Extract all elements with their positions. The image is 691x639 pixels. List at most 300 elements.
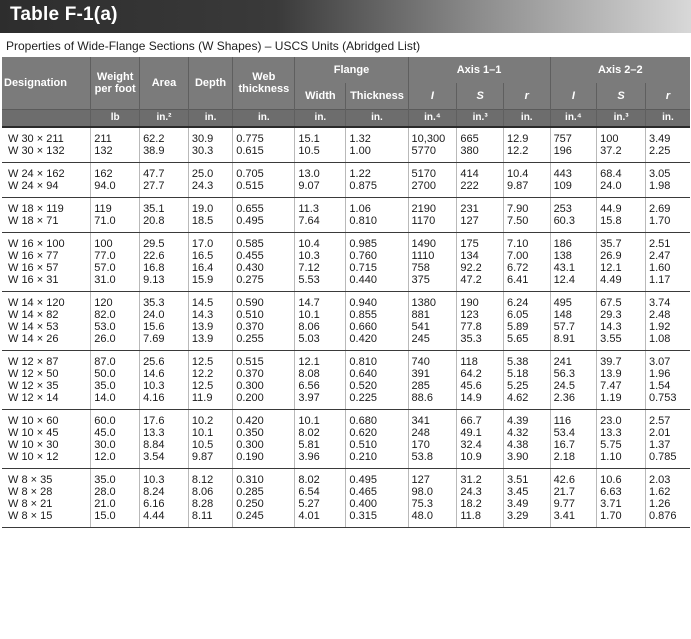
- cell-axis2-S: 10.6: [597, 469, 646, 487]
- table-row: [2, 274, 690, 292]
- cell-flange-thickness: 0.640: [346, 368, 408, 380]
- header-flange-thickness: Thickness: [346, 83, 408, 110]
- cell-axis2-I: 3.41: [550, 510, 597, 528]
- cell-axis1-S: 11.8: [457, 510, 504, 528]
- cell-area: 13.3: [140, 427, 189, 439]
- cell-area: 6.16: [140, 498, 189, 510]
- cell-axis1-r: 3.45: [503, 486, 550, 498]
- cell-flange-thickness: 0.810: [346, 215, 408, 233]
- cell-axis2-r: 1.37: [648, 439, 671, 451]
- cell-axis2-I: 253: [550, 198, 597, 216]
- title-bar: [0, 0, 691, 33]
- table-row: [2, 262, 690, 274]
- header-axis2-S: S: [597, 83, 646, 110]
- header-axis1-S: S: [457, 83, 504, 110]
- cell-axis1-S: 92.2: [457, 262, 504, 274]
- cell-designation: W 10 × 45: [2, 427, 91, 439]
- cell-weight: 14.0: [91, 392, 140, 410]
- cell-web-thickness: 0.775: [233, 127, 295, 145]
- cell-axis2-r: 2.03: [648, 474, 671, 486]
- cell-area: 3.54: [140, 451, 189, 469]
- cell-weight: 45.0: [91, 427, 140, 439]
- cell-flange-thickness: 0.875: [346, 180, 408, 198]
- cell-depth: 30.3: [188, 145, 232, 163]
- header-flange: Flange: [295, 57, 408, 83]
- cell-web-thickness: 0.455: [233, 250, 295, 262]
- cell-flange-thickness: 1.06: [346, 198, 408, 216]
- table-row: [2, 486, 690, 498]
- cell-axis1-I: 2700: [408, 180, 457, 198]
- cell-designation: W 12 × 35: [2, 380, 91, 392]
- table-row: [2, 427, 690, 439]
- cell-axis2-S: 12.1: [597, 262, 646, 274]
- cell-axis1-S: 118: [457, 351, 504, 369]
- cell-depth: 8.06: [188, 486, 232, 498]
- cell-flange-width: 8.08: [295, 368, 346, 380]
- cell-axis2-I: 24.5: [550, 380, 597, 392]
- cell-axis2-I: 443: [550, 163, 597, 181]
- cell-axis1-S: 414: [457, 163, 504, 181]
- unit-I1: in.⁴: [408, 110, 457, 128]
- header-web-thickness: Web thickness: [233, 57, 295, 110]
- cell-axis2-r: 1.17: [645, 274, 690, 292]
- cell-designation: W 24 × 94: [2, 180, 91, 198]
- cell-axis2-S: 4.49: [597, 274, 646, 292]
- cell-depth: 19.0: [188, 198, 232, 216]
- cell-depth: 12.5: [188, 351, 232, 369]
- cell-axis1-S: 49.1: [457, 427, 504, 439]
- cell-axis2-r: 1.62: [648, 486, 671, 498]
- cell-depth: 11.9: [188, 392, 232, 410]
- cell-weight: 15.0: [91, 510, 140, 528]
- cell-axis2-I: 12.4: [550, 274, 597, 292]
- cell-web-thickness: 0.655: [233, 198, 295, 216]
- cell-web-thickness: 0.285: [233, 486, 295, 498]
- table-row: [2, 145, 690, 163]
- cell-axis1-S: 64.2: [457, 368, 504, 380]
- cell-area: 25.6: [140, 351, 189, 369]
- cell-axis1-r: 12.2: [503, 145, 550, 163]
- cell-area: 47.7: [140, 163, 189, 181]
- cell-axis2-S: 13.3: [597, 427, 646, 439]
- cell-axis1-I: 5170: [408, 163, 457, 181]
- cell-web-thickness: 0.350: [233, 427, 295, 439]
- unit-width: in.: [295, 110, 346, 128]
- cell-weight: 77.0: [91, 250, 140, 262]
- unit-r2: in.: [645, 110, 690, 128]
- cell-axis2-r: 2.48: [648, 309, 671, 321]
- table-row: [2, 321, 690, 333]
- cell-axis2-r: 3.05: [648, 168, 671, 180]
- cell-axis1-S: 35.3: [457, 333, 504, 351]
- cell-depth: 24.3: [188, 180, 232, 198]
- cell-axis2-S: 1.19: [597, 392, 646, 410]
- table-row: [2, 292, 690, 310]
- cell-designation: W 8 × 15: [2, 510, 91, 528]
- cell-flange-thickness: 0.465: [346, 486, 408, 498]
- cell-area: 8.84: [140, 439, 189, 451]
- cell-web-thickness: 0.190: [233, 451, 295, 469]
- cell-designation: W 16 × 57: [2, 262, 91, 274]
- cell-axis2-r: 2.01: [648, 427, 671, 439]
- cell-designation: W 10 × 30: [2, 439, 91, 451]
- cell-weight: 57.0: [91, 262, 140, 274]
- cell-area: 4.44: [140, 510, 189, 528]
- cell-web-thickness: 0.370: [233, 368, 295, 380]
- cell-depth: 25.0: [188, 163, 232, 181]
- cell-axis2-S: 15.8: [597, 215, 646, 233]
- cell-depth: 13.9: [188, 321, 232, 333]
- cell-axis1-r: 5.38: [503, 351, 550, 369]
- cell-flange-thickness: 0.440: [346, 274, 408, 292]
- cell-axis2-r: 2.51: [648, 238, 671, 250]
- cell-axis1-S: 231: [457, 198, 504, 216]
- cell-area: 20.8: [140, 215, 189, 233]
- cell-axis2-r: 2.47: [648, 250, 671, 262]
- table-body: [2, 127, 690, 528]
- cell-flange-width: 8.06: [295, 321, 346, 333]
- cell-flange-width: 3.96: [295, 451, 346, 469]
- cell-axis2-r: 1.92: [648, 321, 671, 333]
- cell-axis2-S: 1.70: [597, 510, 646, 528]
- cell-axis2-S: 14.3: [597, 321, 646, 333]
- unit-S1: in.³: [457, 110, 504, 128]
- cell-area: 9.13: [140, 274, 189, 292]
- cell-axis1-r: 4.32: [503, 427, 550, 439]
- table-row: [2, 333, 690, 351]
- cell-area: 35.3: [140, 292, 189, 310]
- cell-flange-thickness: 0.510: [346, 439, 408, 451]
- cell-axis1-r: 9.87: [503, 180, 550, 198]
- cell-axis2-I: 16.7: [550, 439, 597, 451]
- cell-weight: 35.0: [91, 469, 140, 487]
- cell-axis2-S: 23.0: [597, 410, 646, 428]
- cell-flange-width: 4.01: [295, 510, 346, 528]
- cell-axis1-r: 4.62: [503, 392, 550, 410]
- cell-depth: 12.2: [188, 368, 232, 380]
- cell-axis1-I: 375: [408, 274, 457, 292]
- cell-axis2-S: 5.75: [597, 439, 646, 451]
- cell-axis2-I: 21.7: [550, 486, 597, 498]
- cell-flange-width: 10.1: [295, 410, 346, 428]
- cell-axis1-S: 190: [457, 292, 504, 310]
- cell-flange-thickness: 1.22: [346, 163, 408, 181]
- table-row: [2, 180, 690, 198]
- cell-designation: W 18 × 71: [2, 215, 91, 233]
- table-row: [2, 233, 690, 251]
- cell-depth: 9.87: [188, 451, 232, 469]
- cell-flange-width: 10.3: [295, 250, 346, 262]
- table-row: [2, 451, 690, 469]
- cell-axis1-r: 7.10: [503, 233, 550, 251]
- cell-axis1-r: 6.41: [503, 274, 550, 292]
- cell-flange-thickness: 0.855: [346, 309, 408, 321]
- cell-flange-thickness: 0.520: [346, 380, 408, 392]
- cell-weight: 26.0: [91, 333, 140, 351]
- cell-designation: W 16 × 31: [2, 274, 91, 292]
- cell-web-thickness: 0.590: [233, 292, 295, 310]
- header-axis1: Axis 1–1: [408, 57, 550, 83]
- cell-depth: 14.5: [188, 292, 232, 310]
- cell-axis2-I: 2.18: [550, 451, 597, 469]
- header-flange-width: Width: [295, 83, 346, 110]
- cell-weight: 12.0: [91, 451, 140, 469]
- cell-flange-width: 6.54: [295, 486, 346, 498]
- cell-depth: 8.12: [188, 469, 232, 487]
- cell-weight: 53.0: [91, 321, 140, 333]
- cell-axis1-I: 1380: [408, 292, 457, 310]
- cell-axis1-r: 4.38: [503, 439, 550, 451]
- cell-axis2-I: 186: [550, 233, 597, 251]
- unit-weight: lb: [91, 110, 140, 128]
- cell-flange-width: 12.1: [295, 351, 346, 369]
- cell-axis2-I: 57.7: [550, 321, 597, 333]
- cell-flange-width: 9.07: [295, 180, 346, 198]
- cell-web-thickness: 0.300: [233, 380, 295, 392]
- cell-weight: 120: [91, 292, 140, 310]
- cell-axis1-S: 66.7: [457, 410, 504, 428]
- header-depth: Depth: [188, 57, 232, 110]
- unit-r1: in.: [503, 110, 550, 128]
- cell-flange-width: 10.5: [295, 145, 346, 163]
- cell-flange-thickness: 0.495: [346, 469, 408, 487]
- table-row: [2, 163, 690, 181]
- cell-axis2-r: 1.96: [648, 368, 671, 380]
- cell-depth: 15.9: [188, 274, 232, 292]
- cell-area: 15.6: [140, 321, 189, 333]
- cell-axis1-I: 127: [408, 469, 457, 487]
- cell-depth: 10.1: [188, 427, 232, 439]
- cell-axis2-S: 35.7: [597, 233, 646, 251]
- cell-flange-width: 11.3: [295, 198, 346, 216]
- cell-axis2-I: 8.91: [550, 333, 597, 351]
- cell-axis1-I: 53.8: [408, 451, 457, 469]
- cell-designation: W 12 × 87: [2, 351, 91, 369]
- cell-depth: 10.5: [188, 439, 232, 451]
- cell-web-thickness: 0.310: [233, 469, 295, 487]
- cell-flange-width: 14.7: [295, 292, 346, 310]
- cell-axis2-S: 67.5: [597, 292, 646, 310]
- cell-designation: W 12 × 50: [2, 368, 91, 380]
- cell-area: 10.3: [140, 380, 189, 392]
- cell-axis1-I: 98.0: [408, 486, 457, 498]
- cell-flange-thickness: 0.810: [346, 351, 408, 369]
- cell-weight: 21.0: [91, 498, 140, 510]
- table-row: [2, 410, 690, 428]
- cell-web-thickness: 0.200: [233, 392, 295, 410]
- cell-web-thickness: 0.300: [233, 439, 295, 451]
- unit-I2: in.⁴: [550, 110, 597, 128]
- cell-axis1-I: 2190: [408, 198, 457, 216]
- table-row: [2, 351, 690, 369]
- cell-web-thickness: 0.495: [233, 215, 295, 233]
- unit-S2: in.³: [597, 110, 646, 128]
- cell-axis1-I: 881: [408, 309, 457, 321]
- cell-flange-width: 7.12: [295, 262, 346, 274]
- table-title: Table F-1(a): [10, 4, 118, 25]
- cell-axis2-I: 2.36: [550, 392, 597, 410]
- cell-axis2-S: 29.3: [597, 309, 646, 321]
- cell-axis1-r: 6.05: [503, 309, 550, 321]
- cell-designation: W 8 × 28: [2, 486, 91, 498]
- cell-axis1-r: 10.4: [503, 163, 550, 181]
- table-row: [2, 198, 690, 216]
- cell-flange-thickness: 0.660: [346, 321, 408, 333]
- cell-designation: W 30 × 132: [2, 145, 91, 163]
- cell-web-thickness: 0.420: [233, 410, 295, 428]
- cell-depth: 17.0: [188, 233, 232, 251]
- cell-area: 22.6: [140, 250, 189, 262]
- cell-axis2-S: 37.2: [597, 145, 646, 163]
- cell-axis1-r: 7.50: [503, 215, 550, 233]
- header-area: Area: [140, 57, 189, 110]
- cell-flange-width: 5.03: [295, 333, 346, 351]
- cell-axis2-r: 2.57: [648, 415, 671, 427]
- cell-designation: W 14 × 82: [2, 309, 91, 321]
- cell-depth: 18.5: [188, 215, 232, 233]
- cell-axis1-r: 3.29: [503, 510, 550, 528]
- cell-weight: 211: [91, 127, 140, 145]
- cell-axis1-S: 14.9: [457, 392, 504, 410]
- table-row: [2, 469, 690, 487]
- cell-depth: 12.5: [188, 380, 232, 392]
- cell-area: 29.5: [140, 233, 189, 251]
- cell-axis2-I: 109: [550, 180, 597, 198]
- cell-area: 27.7: [140, 180, 189, 198]
- cell-area: 16.8: [140, 262, 189, 274]
- cell-axis2-r: 0.753: [645, 392, 690, 410]
- table-header: [2, 57, 690, 127]
- cell-axis1-I: 1170: [408, 215, 457, 233]
- cell-web-thickness: 0.615: [233, 145, 295, 163]
- cell-weight: 132: [91, 145, 140, 163]
- cell-flange-width: 3.97: [295, 392, 346, 410]
- cell-axis2-S: 39.7: [597, 351, 646, 369]
- cell-flange-thickness: 0.940: [346, 292, 408, 310]
- cell-axis2-S: 1.10: [597, 451, 646, 469]
- cell-axis2-I: 53.4: [550, 427, 597, 439]
- table-container: [2, 57, 690, 528]
- cell-weight: 94.0: [91, 180, 140, 198]
- cell-web-thickness: 0.515: [233, 180, 295, 198]
- cell-axis2-r: 1.26: [648, 498, 671, 510]
- cell-axis2-r: 3.07: [648, 356, 671, 368]
- cell-axis1-I: 48.0: [408, 510, 457, 528]
- cell-flange-width: 15.1: [295, 127, 346, 145]
- cell-axis2-I: 60.3: [550, 215, 597, 233]
- cell-axis1-r: 7.90: [503, 198, 550, 216]
- cell-axis1-I: 5770: [408, 145, 457, 163]
- cell-designation: W 16 × 100: [2, 233, 91, 251]
- cell-axis1-S: 32.4: [457, 439, 504, 451]
- table-row: [2, 439, 690, 451]
- cell-flange-thickness: 0.680: [346, 410, 408, 428]
- cell-web-thickness: 0.585: [233, 233, 295, 251]
- cell-axis1-I: 75.3: [408, 498, 457, 510]
- cell-web-thickness: 0.705: [233, 163, 295, 181]
- cell-axis2-r: 1.70: [645, 215, 690, 233]
- cell-axis2-I: 196: [550, 145, 597, 163]
- cell-designation: W 16 × 77: [2, 250, 91, 262]
- cell-flange-width: 8.02: [295, 427, 346, 439]
- cell-area: 10.3: [140, 469, 189, 487]
- cell-flange-thickness: 0.420: [346, 333, 408, 351]
- cell-weight: 71.0: [91, 215, 140, 233]
- cell-axis2-I: 116: [550, 410, 597, 428]
- cell-axis2-I: 9.77: [550, 498, 597, 510]
- cell-axis1-S: 47.2: [457, 274, 504, 292]
- cell-axis1-S: 175: [457, 233, 504, 251]
- cell-designation: W 14 × 120: [2, 292, 91, 310]
- cell-axis2-I: 56.3: [550, 368, 597, 380]
- cell-axis1-S: 222: [457, 180, 504, 198]
- cell-axis2-r: 1.60: [648, 262, 671, 274]
- cell-area: 8.24: [140, 486, 189, 498]
- cell-depth: 16.4: [188, 262, 232, 274]
- cell-axis1-I: 391: [408, 368, 457, 380]
- cell-axis2-r: 3.74: [648, 297, 671, 309]
- table-row: [2, 510, 690, 528]
- cell-weight: 60.0: [91, 410, 140, 428]
- cell-axis2-S: 68.4: [597, 163, 646, 181]
- cell-axis1-I: 10,300: [408, 127, 457, 145]
- cell-axis1-I: 541: [408, 321, 457, 333]
- unit-web: in.: [233, 110, 295, 128]
- cell-area: 62.2: [140, 127, 189, 145]
- cell-axis1-r: 3.49: [503, 498, 550, 510]
- cell-axis2-I: 148: [550, 309, 597, 321]
- cell-weight: 162: [91, 163, 140, 181]
- table-row: [2, 380, 690, 392]
- cell-weight: 35.0: [91, 380, 140, 392]
- header-axis2-I: I: [550, 83, 597, 110]
- header-axis1-r: r: [503, 83, 550, 110]
- cell-axis1-S: 10.9: [457, 451, 504, 469]
- cell-flange-thickness: 0.210: [346, 451, 408, 469]
- cell-depth: 30.9: [188, 127, 232, 145]
- cell-flange-thickness: 1.00: [346, 145, 408, 163]
- cell-axis2-r: 0.785: [645, 451, 690, 469]
- cell-designation: W 12 × 14: [2, 392, 91, 410]
- cell-flange-width: 8.02: [295, 469, 346, 487]
- cell-axis1-I: 248: [408, 427, 457, 439]
- unit-designation: [2, 110, 91, 128]
- cell-flange-width: 13.0: [295, 163, 346, 181]
- cell-axis1-r: 5.25: [503, 380, 550, 392]
- cell-web-thickness: 0.510: [233, 309, 295, 321]
- cell-weight: 30.0: [91, 439, 140, 451]
- cell-axis2-I: 495: [550, 292, 597, 310]
- cell-axis1-I: 88.6: [408, 392, 457, 410]
- cell-axis2-S: 13.9: [597, 368, 646, 380]
- cell-axis1-r: 3.51: [503, 469, 550, 487]
- cell-axis1-I: 170: [408, 439, 457, 451]
- table-row: [2, 127, 690, 145]
- cell-depth: 8.11: [188, 510, 232, 528]
- cell-axis2-I: 42.6: [550, 469, 597, 487]
- cell-flange-width: 10.1: [295, 309, 346, 321]
- table-row: [2, 368, 690, 380]
- cell-axis1-S: 24.3: [457, 486, 504, 498]
- cell-axis1-S: 31.2: [457, 469, 504, 487]
- cell-axis1-r: 12.9: [503, 127, 550, 145]
- cell-axis2-r: 3.49: [648, 133, 671, 145]
- cell-flange-width: 6.56: [295, 380, 346, 392]
- cell-weight: 87.0: [91, 351, 140, 369]
- cell-axis2-S: 44.9: [597, 198, 646, 216]
- cell-axis2-I: 43.1: [550, 262, 597, 274]
- cell-axis2-S: 3.71: [597, 498, 646, 510]
